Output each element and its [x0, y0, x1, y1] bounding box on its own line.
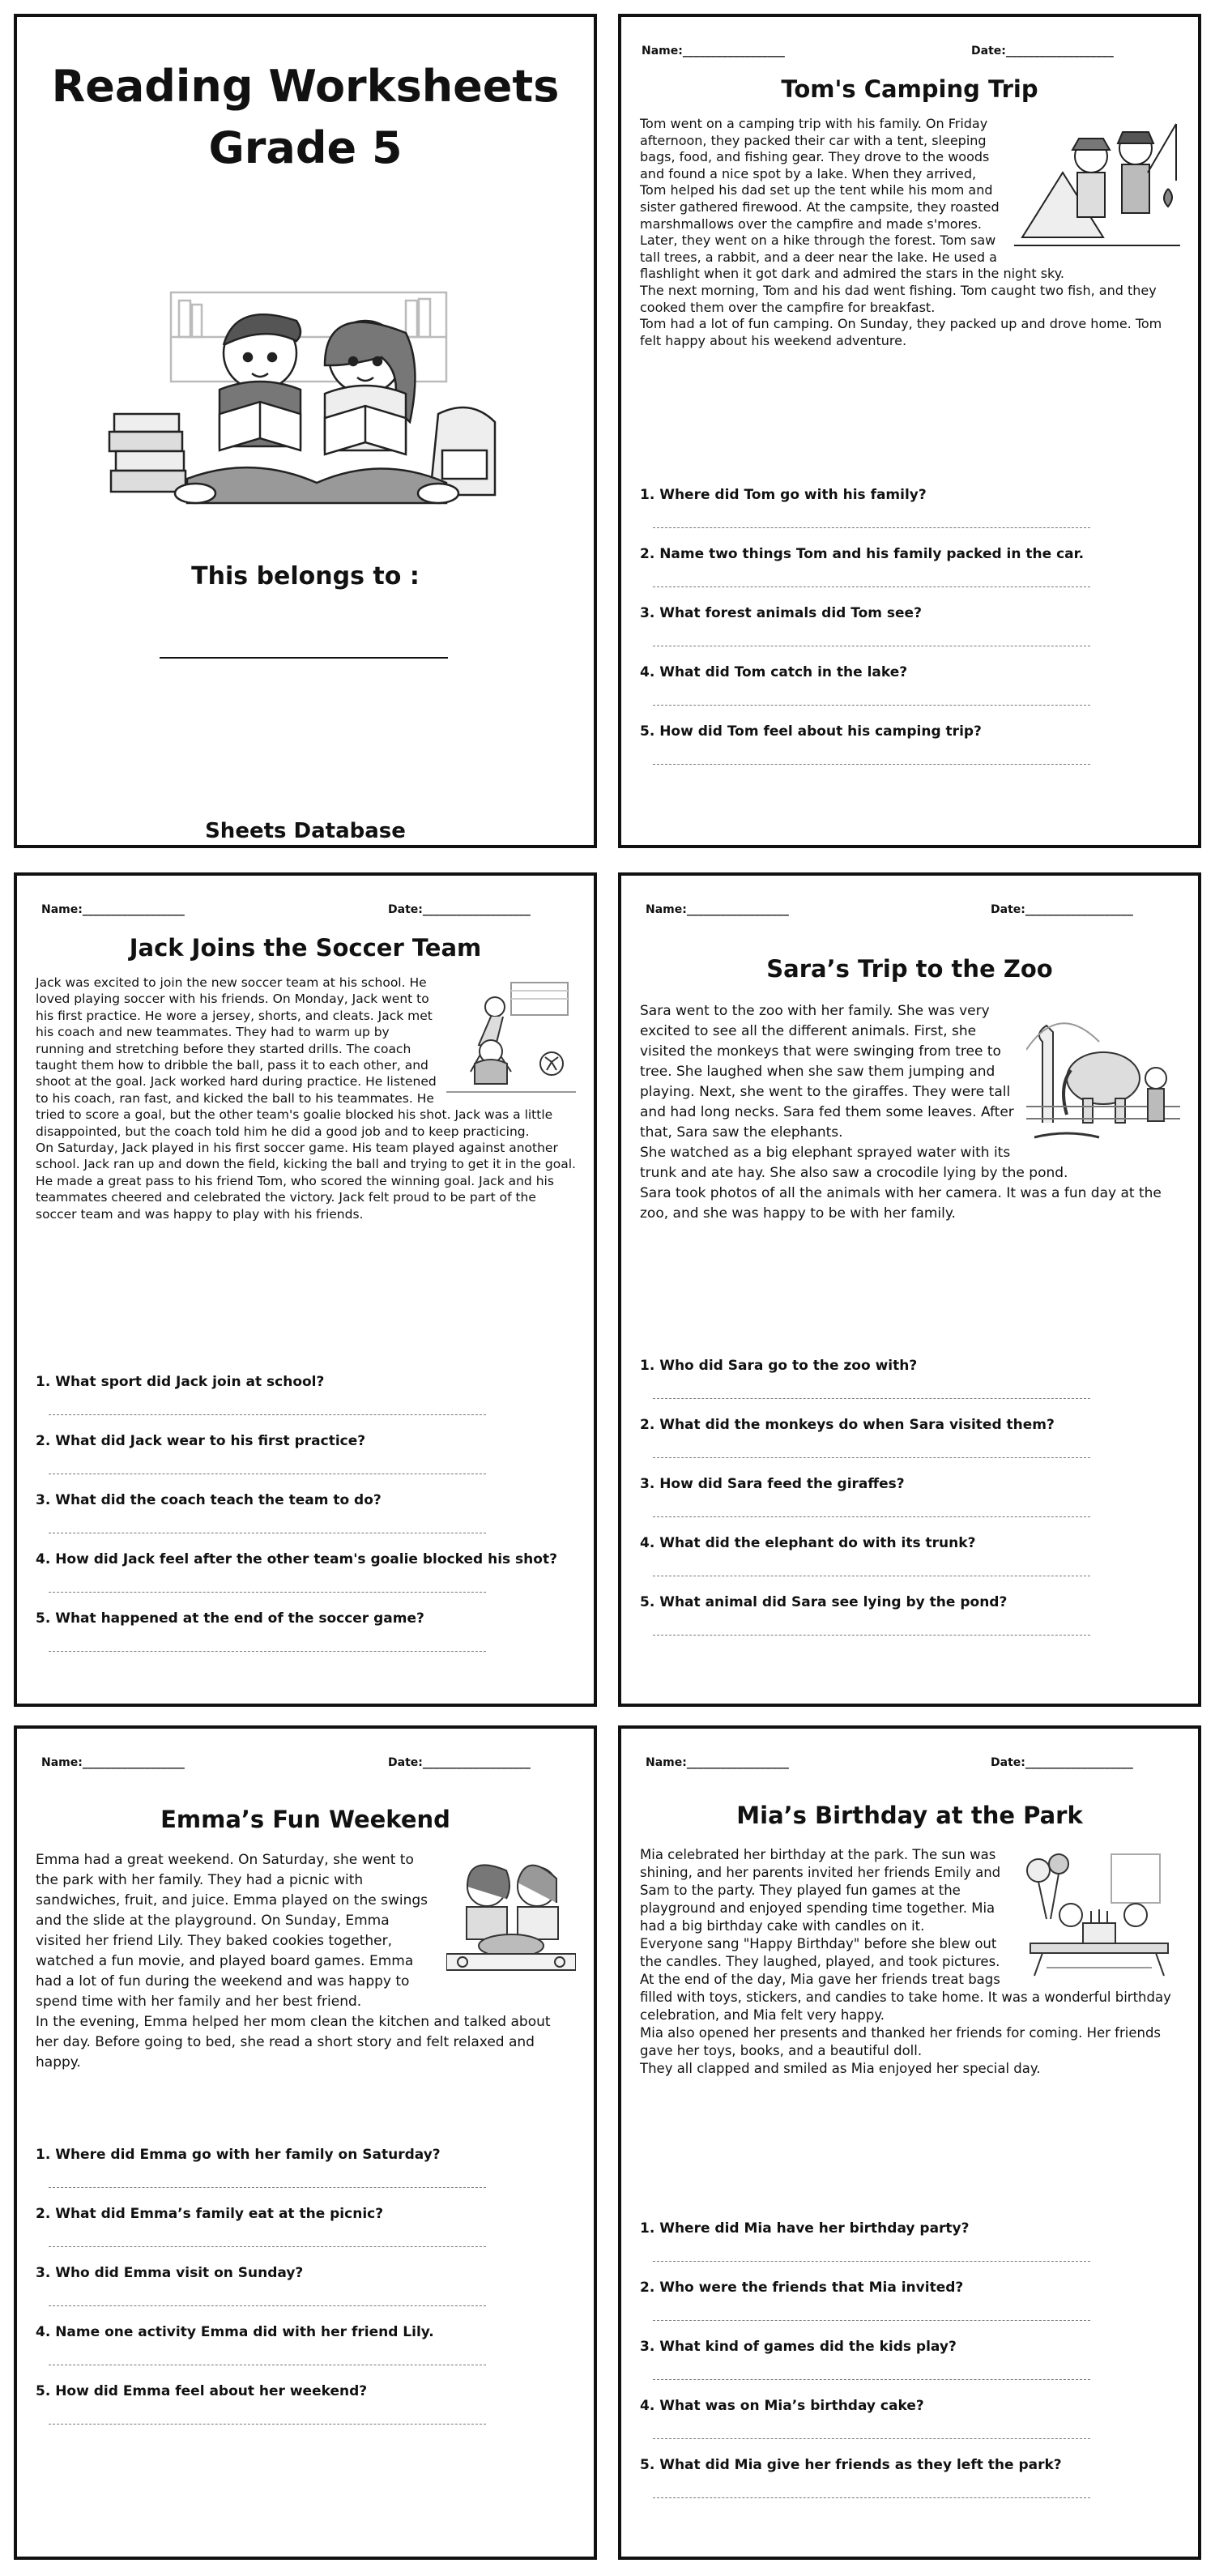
name-field[interactable]: Name:__________________ — [41, 903, 185, 916]
birthday-party-illustration — [1014, 1846, 1180, 1980]
story-text — [640, 1001, 1180, 1224]
worksheet-title: Tom's Camping Trip — [781, 75, 1038, 103]
cover-title — [17, 56, 594, 179]
question: 5. What did Mia give her friends as they left the park? — [640, 2457, 1062, 2473]
story-paragraph: Tom had a lot of fun camping. On Sunday, they packed up and drove home. Tom felt happy about his weekend adventure. — [640, 316, 1162, 348]
story-paragraph: They all clapped and smiled as Mia enjoyed her special day. — [640, 2061, 1041, 2076]
story-paragraph: In the evening, Emma helped her mom clean the kitchen and talked about her day. Before going to bed, she read a short story and felt relaxed and happy. — [36, 2014, 551, 2071]
date-field[interactable]: Date:___________________ — [388, 1756, 531, 1769]
question: 3. What did the coach teach the team to do? — [36, 1492, 382, 1508]
question: 2. What did Emma’s family eat at the picnic? — [36, 2206, 384, 2222]
belongs-to-label: This belongs to : — [191, 562, 420, 591]
answer-line[interactable] — [653, 2497, 1090, 2498]
answer-line[interactable] — [653, 2320, 1090, 2321]
question: 4. What did the elephant do with its trunk? — [640, 1535, 976, 1551]
question: 4. What was on Mia’s birthday cake? — [640, 2398, 924, 2414]
answer-line[interactable] — [653, 1635, 1090, 1636]
worksheet-title: Mia’s Birthday at the Park — [736, 1802, 1083, 1829]
children-reading-illustration — [98, 276, 519, 511]
worksheet-title: Emma’s Fun Weekend — [160, 1806, 450, 1833]
answer-line[interactable] — [653, 586, 1090, 587]
question: 2. Who were the friends that Mia invited? — [640, 2280, 964, 2296]
story-paragraph: Mia also opened her presents and thanked her friends for coming. Her friends gave her toys, books, and a beautiful doll. — [640, 2025, 1162, 2058]
question: 4. What did Tom catch in the lake? — [640, 664, 908, 680]
question: 5. How did Emma feel about her weekend? — [36, 2383, 368, 2399]
question: 2. What did the monkeys do when Sara visited them? — [640, 1417, 1055, 1433]
answer-line[interactable] — [49, 1592, 486, 1593]
baking-illustration — [446, 1850, 576, 1972]
question: 3. What forest animals did Tom see? — [640, 605, 922, 621]
story-text — [36, 975, 576, 1222]
name-field[interactable]: Name:__________________ — [646, 1756, 789, 1769]
question: 4. How did Jack feel after the other team's goalie blocked his shot? — [36, 1551, 557, 1567]
questions-list — [640, 487, 1180, 783]
story-paragraph: Mia celebrated her birthday at the park. The sun was shining, and her parents invited her friends Emily and Sam to the party. They played fun games at the playground and enjoyed spending time together. Mia had a big birthday cake with candles on it. — [640, 1847, 1001, 1934]
story-paragraph: Tom went on a camping trip with his family. On Friday afternoon, they packed their car with a tent, sleeping bags, food, and fishing gear. They drove to the woods and found a nice spot by a lake. When they arrived, Tom helped his dad set up the tent while his mom and sister gathered firewood. At the campsite, they roasted marshmallows over the campfire and made s'mores. — [640, 116, 1000, 232]
question: 1. Where did Emma go with her family on Saturday? — [36, 2147, 441, 2163]
questions-list — [36, 1374, 576, 1670]
date-field[interactable]: Date:___________________ — [991, 1756, 1133, 1769]
worksheet-title: Jack Joins the Soccer Team — [129, 934, 482, 962]
question: 3. Who did Emma visit on Sunday? — [36, 2265, 304, 2281]
story-paragraph: Jack was excited to join the new soccer team at his school. He loved playing soccer with his friends. On Monday, Jack went to his first practice. He wore a jersey, shorts, and cleats. Jack met his coach and new teammates. They had to warm up by running and stretching before they started drills. The coach taught them how to dribble the ball, pass it to each other, and shoot at the goal. Jack worked hard during practice. He listened to his coach, ran fast, and kicked the ball to his teammates. He tried to score a goal, but the other team's goalie blocked his shot. Jack was a little disappointed, but the coach told him he did a good job and to keep practicing. — [36, 975, 553, 1139]
question: 2. What did Jack wear to his first practice? — [36, 1433, 366, 1449]
worksheet-toms-camping-trip — [618, 14, 1201, 848]
answer-line[interactable] — [653, 764, 1090, 765]
answer-line[interactable] — [49, 2246, 486, 2247]
answer-line[interactable] — [49, 2187, 486, 2188]
question: 2. Name two things Tom and his family packed in the car. — [640, 546, 1085, 562]
question: 1. Who did Sara go to the zoo with? — [640, 1358, 918, 1374]
question: 1. Where did Mia have her birthday party? — [640, 2220, 970, 2237]
answer-line[interactable] — [653, 1398, 1090, 1399]
story-paragraph: Sara went to the zoo with her family. She was very excited to see all the different animals. First, she visited the monkeys that were swinging from tree to tree. She laughed when she saw them jumping and playing. Next, she went to the giraffes. They were tall and had long necks. Sara fed them some leaves. After that, Sara saw the elephants. — [640, 1003, 1014, 1141]
worksheet-saras-trip-to-zoo — [618, 872, 1201, 1707]
story-paragraph: On Saturday, Jack played in his first soccer game. His team played against another school. Jack ran up and down the field, kicking the ball and trying to get it in the goal. He made a great pass to his friend Tom, who scored the winning goal. Jack and his teammates cheered and celebrated the victory. Jack felt proud to be part of the soccer team and was happy to play with his friends. — [36, 1141, 576, 1222]
question: 1. What sport did Jack join at school? — [36, 1374, 325, 1390]
name-field[interactable]: Name:__________________ — [646, 903, 789, 916]
answer-line[interactable] — [653, 527, 1090, 528]
answer-line[interactable] — [653, 1516, 1090, 1517]
worksheet-emmas-fun-weekend — [14, 1725, 597, 2560]
worksheet-jack-joins-soccer-team — [14, 872, 597, 1707]
story-text — [36, 1850, 576, 2073]
story-paragraph: The next morning, Tom and his dad went fishing. Tom caught two fish, and they cooked them over the campfire for breakfast. — [640, 282, 1157, 315]
zoo-illustration — [1026, 1001, 1180, 1143]
name-field[interactable]: Name:__________________ — [642, 45, 785, 58]
cover-title-line1: Reading Worksheets — [51, 61, 560, 112]
story-paragraph: Later, they went on a hike through the forest. Tom saw tall trees, a rabbit, and a deer near the lake. He used a flashlight when it got dark and admired the stars in the night sky. — [640, 232, 1065, 282]
camping-illustration — [1014, 116, 1180, 254]
question: 3. How did Sara feed the giraffes? — [640, 1476, 905, 1492]
story-paragraph: Everyone sang "Happy Birthday" before she blew out the candles. They laughed, played, and took pictures. At the end of the day, Mia gave her friends treat bags filled with toys, stickers, and candies to take home. It was a wonderful birthday celebration, and Mia felt very happy. — [640, 1936, 1171, 2023]
soccer-illustration — [446, 975, 576, 1096]
cover-page — [14, 14, 597, 848]
question: 5. What happened at the end of the soccer game? — [36, 1610, 424, 1627]
question: 1. Where did Tom go with his family? — [640, 487, 927, 503]
story-paragraph: She watched as a big elephant sprayed water with its trunk and ate hay. She also saw a crocodile lying by the pond. — [640, 1145, 1068, 1181]
date-field[interactable]: Date:___________________ — [388, 903, 531, 916]
questions-list — [36, 2147, 576, 2442]
date-field[interactable]: Date:___________________ — [971, 45, 1114, 58]
question: 3. What kind of games did the kids play? — [640, 2339, 957, 2355]
story-paragraph: Emma had a great weekend. On Saturday, she went to the park with her family. They had a picnic with sandwiches, fruit, and juice. Emma played on the swings and the slide at the playground. On Sunday, Emma visited her friend Lily. They baked cookies together, watched a fun movie, and played board games. Emma had a lot of fun during the weekend and was happy to spend time with her family and her best friend. — [36, 1852, 428, 2010]
questions-list — [640, 2220, 1180, 2516]
owner-name-line — [160, 657, 448, 659]
answer-line[interactable] — [653, 2379, 1090, 2380]
answer-line[interactable] — [49, 1414, 486, 1415]
name-field[interactable]: Name:__________________ — [41, 1756, 185, 1769]
answer-line[interactable] — [49, 2305, 486, 2306]
answer-line[interactable] — [653, 2261, 1090, 2262]
story-paragraph: Sara took photos of all the animals with her camera. It was a fun day at the zoo, and she was happy to be with her family. — [640, 1185, 1162, 1222]
worksheet-title: Sara’s Trip to the Zoo — [766, 955, 1053, 983]
question: 5. How did Tom feel about his camping trip? — [640, 723, 982, 740]
date-field[interactable]: Date:___________________ — [991, 903, 1133, 916]
question: 4. Name one activity Emma did with her friend Lily. — [36, 2324, 434, 2340]
question: 5. What animal did Sara see lying by the pond? — [640, 1594, 1008, 1610]
answer-line[interactable] — [653, 2438, 1090, 2439]
answer-line[interactable] — [653, 1457, 1090, 1458]
answer-line[interactable] — [653, 705, 1090, 706]
questions-list — [640, 1358, 1180, 1653]
cover-title-line2: Grade 5 — [208, 122, 403, 173]
cover-footer: Sheets Database — [205, 819, 406, 843]
answer-line[interactable] — [49, 1651, 486, 1652]
story-text — [640, 1846, 1180, 2078]
story-text — [640, 116, 1180, 349]
answer-line[interactable] — [49, 2424, 486, 2425]
worksheet-mias-birthday-at-park — [618, 1725, 1201, 2560]
